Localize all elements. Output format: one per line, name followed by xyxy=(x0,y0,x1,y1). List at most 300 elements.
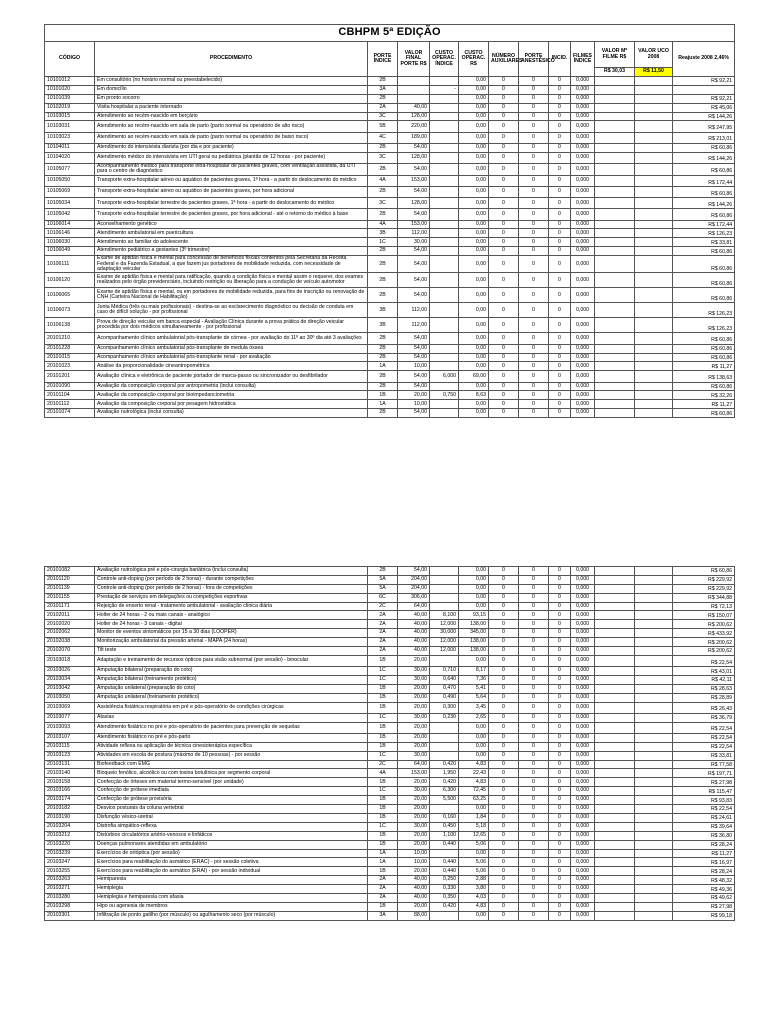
cell-custo-rs: 0,00 xyxy=(459,805,489,814)
cell-valor-final: 54,00 xyxy=(398,344,430,353)
cell-reajuste: R$ 43,01 xyxy=(673,667,735,676)
cell-custo-rs: 72,45 xyxy=(459,787,489,796)
cell-filmes: 0,000 xyxy=(571,742,595,751)
cell-custo-rs: 0,00 xyxy=(459,112,489,121)
cell-custo-rs: 0,00 xyxy=(459,273,489,288)
cell-porte: 4C xyxy=(368,132,398,143)
cell-valor-filme xyxy=(595,575,635,584)
cell-porte: 2B xyxy=(368,353,398,362)
cell-codigo: 20103247 xyxy=(45,858,95,867)
table-row xyxy=(45,391,735,400)
cell-porte: 2B xyxy=(368,288,398,303)
cell-filmes: 0,000 xyxy=(571,858,595,867)
cell-valor-final: 306,00 xyxy=(398,593,430,602)
cell-codigo: 20103034 xyxy=(45,675,95,684)
cell-custo-rs: 138,00 xyxy=(459,647,489,656)
cell-valor-final: 112,00 xyxy=(398,318,430,333)
cell-filmes: 0,000 xyxy=(571,760,595,769)
table-row xyxy=(45,584,735,593)
cell-incid: 0 xyxy=(549,769,571,778)
cell-porte: 3C xyxy=(368,112,398,121)
cell-reajuste: R$ 60,86 xyxy=(673,409,735,418)
cell-procedimento: Controle anti-doping (por período de 2 horas) - durante competições xyxy=(95,575,368,584)
cell-procedimento: Atendimento ambulatorial em puericultura xyxy=(95,229,368,238)
cell-filmes: 0,000 xyxy=(571,143,595,152)
table-row xyxy=(45,382,735,391)
cell-valor-final: 40,00 xyxy=(398,103,430,112)
cell-porte: 1B xyxy=(368,813,398,822)
cell-valor-uco xyxy=(635,769,673,778)
cell-porte: 1B xyxy=(368,722,398,733)
table-row xyxy=(45,760,735,769)
cbhpm-table-top xyxy=(44,24,735,418)
cell-reajuste: R$ 229,92 xyxy=(673,584,735,593)
cell-codigo: 10104011 xyxy=(45,143,95,152)
cell-porte: 1B xyxy=(368,684,398,693)
table-row xyxy=(45,722,735,733)
cell-codigo: 20103131 xyxy=(45,760,95,769)
cell-incid: 0 xyxy=(549,858,571,867)
cell-num-aux: 0 xyxy=(489,620,519,629)
cell-reajuste: R$ 60,86 xyxy=(673,163,735,175)
cell-num-aux: 0 xyxy=(489,584,519,593)
cell-procedimento: Holter de 24 horas - 2 ou mais canais - analógico xyxy=(95,611,368,620)
cell-num-aux: 0 xyxy=(489,713,519,722)
header-porte-anest: PORTE ANESTÉSICO xyxy=(519,42,549,77)
cell-porte-anest: 0 xyxy=(519,684,549,693)
cell-valor-uco xyxy=(635,722,673,733)
cell-reajuste: R$ 144,26 xyxy=(673,198,735,209)
table-row xyxy=(45,303,735,318)
cell-codigo: 20101155 xyxy=(45,593,95,602)
cell-num-aux: 0 xyxy=(489,805,519,814)
cell-codigo: 20103107 xyxy=(45,733,95,742)
cell-valor-uco xyxy=(635,344,673,353)
cell-valor-filme xyxy=(595,831,635,840)
cell-reajuste: R$ 77,58 xyxy=(673,760,735,769)
cell-custo-indice xyxy=(430,318,459,333)
cell-reajuste: R$ 28,24 xyxy=(673,840,735,849)
cell-custo-indice: 0,440 xyxy=(430,840,459,849)
cell-valor-filme xyxy=(595,94,635,103)
cell-custo-rs: 4,83 xyxy=(459,902,489,911)
cell-procedimento: Avaliação nutrológica (inclui consulta) xyxy=(95,409,368,418)
cell-valor-uco xyxy=(635,840,673,849)
cell-porte: 3A xyxy=(368,85,398,94)
cell-porte-anest: 0 xyxy=(519,667,549,676)
cell-porte: 2B xyxy=(368,371,398,382)
cell-porte: 4A xyxy=(368,769,398,778)
cell-porte-anest: 0 xyxy=(519,288,549,303)
cell-custo-indice: 1,100 xyxy=(430,831,459,840)
cell-porte-anest: 0 xyxy=(519,567,549,576)
header-codigo: CÓDIGO xyxy=(45,42,95,77)
cell-custo-rs: 138,00 xyxy=(459,638,489,647)
cell-procedimento: Infiltração de ponto gatilho (por músculo) ou agulhamento seco (por músculo) xyxy=(95,911,368,920)
cell-custo-rs: 138,00 xyxy=(459,620,489,629)
cell-valor-filme xyxy=(595,638,635,647)
table-row xyxy=(45,103,735,112)
cell-filmes: 0,000 xyxy=(571,702,595,713)
cell-valor-uco xyxy=(635,94,673,103)
cell-num-aux: 0 xyxy=(489,693,519,702)
cell-valor-uco xyxy=(635,220,673,229)
cell-custo-rs: 63,25 xyxy=(459,796,489,805)
header-valor-filme: VALOR Mº FILME R$ xyxy=(595,42,635,68)
cell-custo-rs: 0,00 xyxy=(459,575,489,584)
cell-custo-rs: 3,45 xyxy=(459,702,489,713)
uco-value: R$ 11,50 xyxy=(635,68,673,77)
cell-incid: 0 xyxy=(549,353,571,362)
cell-porte-anest: 0 xyxy=(519,77,549,86)
cell-procedimento: Atendimento médico do intensivista em UTI geral ou pediátrica (plantão de 12 horas - por paciente) xyxy=(95,152,368,163)
cell-incid: 0 xyxy=(549,77,571,86)
cell-porte: 2A xyxy=(368,893,398,902)
cell-num-aux: 0 xyxy=(489,121,519,132)
cell-porte: 3B xyxy=(368,303,398,318)
cell-num-aux: 0 xyxy=(489,362,519,371)
cell-valor-final: 30,00 xyxy=(398,238,430,247)
cell-valor-filme xyxy=(595,112,635,121)
cell-num-aux: 0 xyxy=(489,867,519,876)
cell-valor-uco xyxy=(635,238,673,247)
cell-codigo: 10106073 xyxy=(45,303,95,318)
cell-incid: 0 xyxy=(549,371,571,382)
cell-reajuste: R$ 60,86 xyxy=(673,353,735,362)
cell-porte: 4A xyxy=(368,175,398,186)
cell-custo-indice: 0,250 xyxy=(430,876,459,885)
cell-valor-final: 20,00 xyxy=(398,693,430,702)
cell-codigo: 10105050 xyxy=(45,175,95,186)
cell-procedimento: Holter de 24 horas - 3 canais - digital xyxy=(95,620,368,629)
cell-reajuste: R$ 26,43 xyxy=(673,702,735,713)
cell-custo-indice xyxy=(430,247,459,256)
cell-valor-uco xyxy=(635,611,673,620)
cell-valor-filme xyxy=(595,822,635,831)
cell-valor-final: 20,00 xyxy=(398,805,430,814)
cell-num-aux: 0 xyxy=(489,751,519,760)
header-procedimento: PROCEDIMENTO xyxy=(95,42,368,77)
cell-codigo: 10106065 xyxy=(45,288,95,303)
cell-custo-rs: 8,17 xyxy=(459,667,489,676)
cell-porte: 4A xyxy=(368,220,398,229)
cell-num-aux: 0 xyxy=(489,409,519,418)
cell-porte: 2A xyxy=(368,611,398,620)
cell-porte: 1C xyxy=(368,238,398,247)
cell-valor-final: 54,00 xyxy=(398,353,430,362)
cell-procedimento: Transporte extra-hospitalar aéreo ou aquático de pacientes graves, 1ª hora - a partir do deslocamento do médico xyxy=(95,175,368,186)
cell-valor-final: 20,00 xyxy=(398,702,430,713)
cell-codigo: 20103204 xyxy=(45,822,95,831)
header-reajuste: Reajuste 2008 2,46% xyxy=(673,42,735,77)
cell-procedimento: Atendimento pediátrico a gestantes (3º trimestre) xyxy=(95,247,368,256)
cell-filmes: 0,000 xyxy=(571,655,595,666)
cell-codigo: 20103158 xyxy=(45,778,95,787)
cell-porte-anest: 0 xyxy=(519,722,549,733)
cell-procedimento: Atendimento ao recém-nascido em berçário xyxy=(95,112,368,121)
cell-num-aux: 0 xyxy=(489,760,519,769)
cell-reajuste: R$ 247,95 xyxy=(673,121,735,132)
cell-incid: 0 xyxy=(549,867,571,876)
cell-reajuste: R$ 92,21 xyxy=(673,94,735,103)
cell-procedimento: Visita hospitalar a paciente internado xyxy=(95,103,368,112)
cell-custo-rs: 0,00 xyxy=(459,175,489,186)
cell-incid: 0 xyxy=(549,288,571,303)
cell-custo-indice xyxy=(430,77,459,86)
cell-porte: 3C xyxy=(368,198,398,209)
cell-valor-filme xyxy=(595,751,635,760)
cell-reajuste: R$ 49,62 xyxy=(673,893,735,902)
cell-custo-indice: - xyxy=(430,85,459,94)
cell-valor-final: 20,00 xyxy=(398,831,430,840)
cell-valor-uco xyxy=(635,702,673,713)
cell-num-aux: 0 xyxy=(489,163,519,175)
cell-filmes: 0,000 xyxy=(571,77,595,86)
cell-porte-anest: 0 xyxy=(519,602,549,611)
table-row xyxy=(45,163,735,175)
cell-reajuste: R$ 27,98 xyxy=(673,778,735,787)
cell-incid: 0 xyxy=(549,303,571,318)
cell-valor-uco xyxy=(635,876,673,885)
cell-valor-filme xyxy=(595,362,635,371)
cell-valor-filme xyxy=(595,885,635,894)
header-custo-indice: CUSTO OPERAC. ÍNDICE xyxy=(430,42,459,77)
cell-filmes: 0,000 xyxy=(571,247,595,256)
cell-valor-filme xyxy=(595,344,635,353)
table-row xyxy=(45,778,735,787)
cell-reajuste: R$ 33,81 xyxy=(673,751,735,760)
cell-procedimento: Análise da proporcionalidade cineantropométrica xyxy=(95,362,368,371)
cell-valor-uco xyxy=(635,353,673,362)
cell-porte: 2B xyxy=(368,187,398,198)
cell-valor-uco xyxy=(635,187,673,198)
cell-porte: 2B xyxy=(368,77,398,86)
cell-valor-uco xyxy=(635,85,673,94)
cell-custo-rs: 1,84 xyxy=(459,813,489,822)
cell-valor-uco xyxy=(635,567,673,576)
cell-custo-rs: 0,00 xyxy=(459,143,489,152)
cell-valor-final: 20,00 xyxy=(398,840,430,849)
cell-filmes: 0,000 xyxy=(571,813,595,822)
cell-custo-indice xyxy=(430,152,459,163)
cell-procedimento: Atendimento ao familiar do adolescente xyxy=(95,238,368,247)
cell-porte-anest: 0 xyxy=(519,220,549,229)
cell-porte-anest: 0 xyxy=(519,163,549,175)
cell-codigo: 20103093 xyxy=(45,722,95,733)
cell-filmes: 0,000 xyxy=(571,353,595,362)
table-row xyxy=(45,629,735,638)
cell-custo-rs: 0,00 xyxy=(459,229,489,238)
cell-porte: 1B xyxy=(368,391,398,400)
cell-custo-rs: 0,00 xyxy=(459,333,489,344)
cell-custo-rs: 0,00 xyxy=(459,152,489,163)
cell-custo-indice xyxy=(430,575,459,584)
cell-porte: 1A xyxy=(368,858,398,867)
cell-valor-final: 128,00 xyxy=(398,112,430,121)
cell-porte-anest: 0 xyxy=(519,256,549,273)
cell-valor-final: 40,00 xyxy=(398,638,430,647)
cell-valor-filme xyxy=(595,273,635,288)
cell-reajuste: R$ 60,86 xyxy=(673,333,735,344)
cell-porte: 1B xyxy=(368,831,398,840)
cell-valor-final: 10,00 xyxy=(398,858,430,867)
cell-filmes: 0,000 xyxy=(571,175,595,186)
cell-procedimento: Atividades em escola de postura (máximo de 10 pessoas) - por sessão xyxy=(95,751,368,760)
cell-filmes: 0,000 xyxy=(571,85,595,94)
cell-filmes: 0,000 xyxy=(571,693,595,702)
cell-porte: 1B xyxy=(368,702,398,713)
cell-reajuste: R$ 60,86 xyxy=(673,247,735,256)
cell-porte: 1B xyxy=(368,805,398,814)
cell-incid: 0 xyxy=(549,209,571,220)
cell-valor-final: 20,00 xyxy=(398,902,430,911)
cell-custo-rs: 0,00 xyxy=(459,409,489,418)
cell-procedimento: Exame de aptidão física e mental para concessão de benefícios fiscais contentos pela Secretaria da Receita Federal e da Fazenda Estadual, a que fazem jus portadores de mobilidade reduzida, com necessidade de adaptação veicular xyxy=(95,256,368,273)
cell-custo-indice xyxy=(430,593,459,602)
cell-filmes: 0,000 xyxy=(571,256,595,273)
filme-value: R$ 30,03 xyxy=(595,68,635,77)
cell-reajuste xyxy=(673,85,735,94)
cell-num-aux: 0 xyxy=(489,858,519,867)
cell-custo-indice xyxy=(430,742,459,751)
cell-reajuste: R$ 115,47 xyxy=(673,787,735,796)
cell-num-aux: 0 xyxy=(489,575,519,584)
cell-porte-anest: 0 xyxy=(519,655,549,666)
cell-custo-rs: 345,00 xyxy=(459,629,489,638)
cell-valor-uco xyxy=(635,796,673,805)
cell-custo-indice: 0,710 xyxy=(430,667,459,676)
cell-codigo: 20103182 xyxy=(45,805,95,814)
cell-valor-final: 88,00 xyxy=(398,911,430,920)
cell-reajuste: R$ 60,86 xyxy=(673,143,735,152)
cell-porte-anest: 0 xyxy=(519,742,549,751)
cell-custo-indice xyxy=(430,209,459,220)
cell-codigo: 20103190 xyxy=(45,813,95,822)
cell-valor-final: 64,00 xyxy=(398,602,430,611)
cell-porte: 1C xyxy=(368,675,398,684)
cell-custo-indice: 0,440 xyxy=(430,858,459,867)
cell-procedimento: Distrofia simpático-reflexa xyxy=(95,822,368,831)
cell-procedimento: Hipo ou agenesia de membros xyxy=(95,902,368,911)
cell-valor-filme xyxy=(595,778,635,787)
cell-custo-indice xyxy=(430,911,459,920)
cell-valor-final: 54,00 xyxy=(398,273,430,288)
cell-codigo: 10105077 xyxy=(45,163,95,175)
cell-codigo: 20103042 xyxy=(45,684,95,693)
cell-custo-indice xyxy=(430,288,459,303)
cell-incid: 0 xyxy=(549,121,571,132)
cell-porte-anest: 0 xyxy=(519,344,549,353)
cell-procedimento: Em consultório (no horário normal ou preestabelecido) xyxy=(95,77,368,86)
cell-procedimento: Em domicílio xyxy=(95,85,368,94)
cell-reajuste: R$ 22,54 xyxy=(673,742,735,751)
cell-valor-final xyxy=(398,94,430,103)
cell-incid: 0 xyxy=(549,655,571,666)
cell-codigo: 20103026 xyxy=(45,667,95,676)
cell-valor-final xyxy=(398,85,430,94)
cell-procedimento: Atendimento fisiátrico no pré e pós-operatório de pacientes para prevenção de sequelas xyxy=(95,722,368,733)
cell-custo-indice: 8,100 xyxy=(430,611,459,620)
cell-reajuste: R$ 60,86 xyxy=(673,273,735,288)
cell-incid: 0 xyxy=(549,885,571,894)
cell-valor-filme xyxy=(595,893,635,902)
cell-custo-rs: 0,00 xyxy=(459,655,489,666)
cell-reajuste: R$ 344,88 xyxy=(673,593,735,602)
cell-codigo: 20103271 xyxy=(45,885,95,894)
cell-num-aux: 0 xyxy=(489,722,519,733)
cell-valor-filme xyxy=(595,198,635,209)
cell-filmes: 0,000 xyxy=(571,902,595,911)
cell-reajuste: R$ 27,98 xyxy=(673,902,735,911)
cell-filmes: 0,000 xyxy=(571,288,595,303)
cell-valor-uco xyxy=(635,143,673,152)
cell-incid: 0 xyxy=(549,333,571,344)
cell-procedimento: Ataxias xyxy=(95,713,368,722)
cell-filmes: 0,000 xyxy=(571,303,595,318)
cell-porte: 2B xyxy=(368,567,398,576)
table-row xyxy=(45,273,735,288)
cell-procedimento: Amputação bilateral (treinamento protético) xyxy=(95,675,368,684)
cell-incid: 0 xyxy=(549,675,571,684)
cell-codigo: 20103174 xyxy=(45,796,95,805)
cell-porte: 2B xyxy=(368,382,398,391)
cell-custo-indice xyxy=(430,733,459,742)
cell-porte-anest: 0 xyxy=(519,371,549,382)
table-row xyxy=(45,220,735,229)
cell-porte: 1B xyxy=(368,742,398,751)
table-row xyxy=(45,575,735,584)
cell-valor-filme xyxy=(595,876,635,885)
cell-custo-indice xyxy=(430,175,459,186)
cell-valor-final: 20,00 xyxy=(398,813,430,822)
cell-incid: 0 xyxy=(549,831,571,840)
cell-porte-anest: 0 xyxy=(519,318,549,333)
cell-custo-indice: 0,160 xyxy=(430,813,459,822)
cell-valor-uco xyxy=(635,693,673,702)
cell-custo-indice: 0,440 xyxy=(430,867,459,876)
table-row xyxy=(45,831,735,840)
cell-custo-rs: 0,00 xyxy=(459,849,489,858)
header-valor-final: VALOR FINAL PORTE R$ xyxy=(398,42,430,77)
cell-filmes: 0,000 xyxy=(571,121,595,132)
cell-custo-rs: 0,00 xyxy=(459,209,489,220)
cell-incid: 0 xyxy=(549,667,571,676)
cell-procedimento: Biofeedback com EMG xyxy=(95,760,368,769)
cell-valor-uco xyxy=(635,713,673,722)
table-row xyxy=(45,288,735,303)
cell-filmes: 0,000 xyxy=(571,163,595,175)
table-row xyxy=(45,209,735,220)
cell-valor-final: 20,00 xyxy=(398,684,430,693)
cell-filmes: 0,000 xyxy=(571,593,595,602)
cell-filmes: 0,000 xyxy=(571,893,595,902)
table-row xyxy=(45,318,735,333)
cell-filmes: 0,000 xyxy=(571,667,595,676)
cell-incid: 0 xyxy=(549,733,571,742)
cell-custo-rs: 22,43 xyxy=(459,769,489,778)
cell-valor-final: 153,00 xyxy=(398,769,430,778)
cell-valor-uco xyxy=(635,288,673,303)
cell-incid: 0 xyxy=(549,702,571,713)
table-row xyxy=(45,175,735,186)
cell-codigo: 10106146 xyxy=(45,229,95,238)
cell-num-aux: 0 xyxy=(489,840,519,849)
cell-incid: 0 xyxy=(549,362,571,371)
cell-valor-uco xyxy=(635,163,673,175)
cell-valor-uco xyxy=(635,813,673,822)
cell-porte: 1A xyxy=(368,362,398,371)
cell-porte-anest: 0 xyxy=(519,778,549,787)
